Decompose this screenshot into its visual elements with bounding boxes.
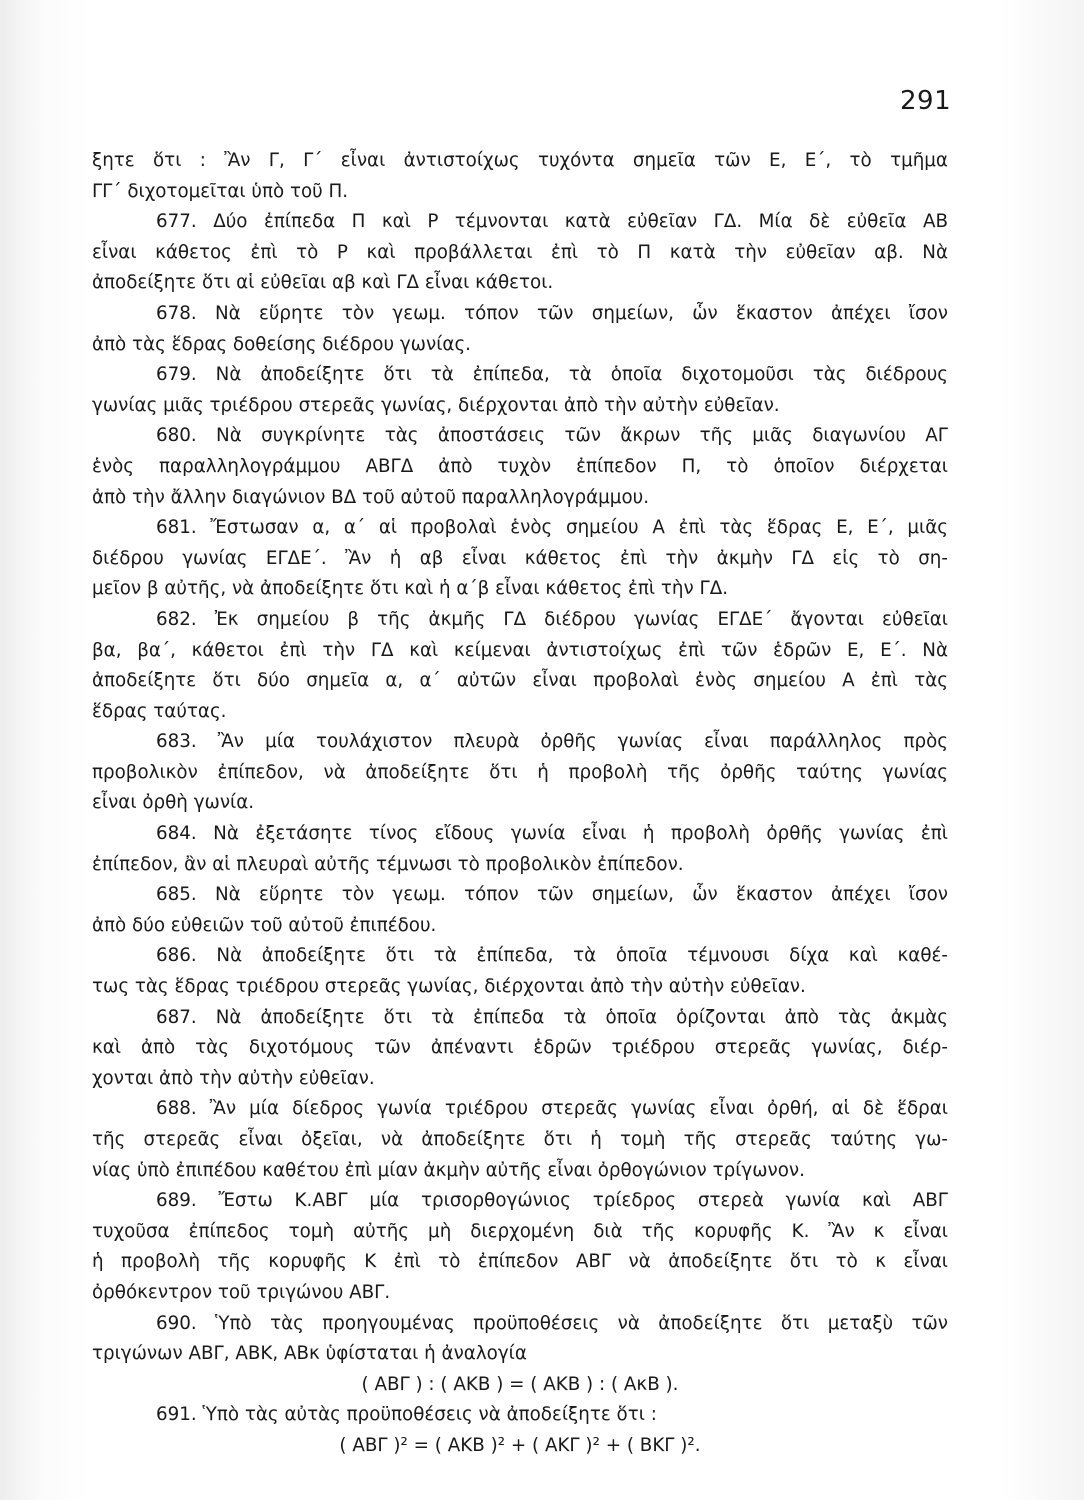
text-line: 681. Ἔστωσαν α, α΄ αἱ προβολαὶ ἑνὸς σημείου Α ἐπὶ τὰς ἕδρας Ε, Ε΄, μιᾶς <box>156 517 948 539</box>
text-line: 690. Ὑπὸ τὰς προηγουμένας προϋποθέσεις νὰ ἀποδείξητε ὅτι μεταξὺ τῶν <box>156 1312 948 1334</box>
text-line: ΓΓ΄ διχοτομεῖται ὑπὸ τοῦ Π. <box>92 180 349 202</box>
page-number: 291 <box>900 86 952 116</box>
text-line: 686. Νὰ ἀποδείξητε ὅτι τὰ ἐπίπεδα, τὰ ὁποῖα τέμνουσι δίχα καὶ καθέ- <box>156 945 948 967</box>
text-line: νίας ὑπὸ ἐπιπέδου καθέτου ἐπὶ μίαν ἀκμὴν αὐτῆς εἶναι ὀρθογώνιον τρίγωνον. <box>92 1159 805 1181</box>
text-line: ἐπίπεδον, ἂν αἱ πλευραὶ αὐτῆς τέμνωσι τὸ προβολικὸν ἐπίπεδον. <box>92 853 684 875</box>
text-line: ξητε ὅτι : Ἂν Γ, Γ΄ εἶναι ἀντιστοίχως τυχόντα σημεῖα τῶν Ε, Ε΄, τὸ τμῆμα <box>92 150 948 171</box>
text-line: ἀπὸ τὴν ἄλλην διαγώνιον ΒΔ τοῦ αὐτοῦ παραλληλογράμμου. <box>92 486 650 508</box>
text-line: τυχοῦσα ἐπίπεδος τομὴ αὐτῆς μὴ διερχομένη διὰ τῆς κορυφῆς Κ. Ἂν κ εἶναι <box>92 1220 948 1242</box>
text-line: 687. Νὰ ἀποδείξητε ὅτι τὰ ἐπίπεδα τὰ ὁποῖα ὁρίζονται ἀπὸ τὰς ἀκμὰς <box>156 1006 948 1028</box>
text-line: εἶναι κάθετος ἐπὶ τὸ Ρ καὶ προβάλλεται ἐπὶ τὸ Π κατὰ τὴν εὐθεῖαν αβ. Νὰ <box>92 241 948 263</box>
text-line: ἀποδείξητε ὅτι δύο σημεῖα α, α΄ αὐτῶν εἶναι προβολαὶ ἑνὸς σημείου Α ἐπὶ τὰς <box>92 670 948 692</box>
text-line: 685. Νὰ εὕρητε τὸν γεωμ. τόπον τῶν σημείων, ὧν ἕκαστον ἀπέχει ἴσον <box>156 884 948 906</box>
text-line: καὶ ἀπὸ τὰς διχοτόμους τῶν ἀπέναντι ἑδρῶν τριέδρου στερεᾶς γωνίας, διέρ- <box>92 1037 948 1059</box>
text-line: ἀπὸ τὰς ἕδρας δοθείσης διέδρου γωνίας. <box>92 333 471 355</box>
text-line: ὀρθόκεντρον τοῦ τριγώνου ΑΒΓ. <box>92 1281 391 1303</box>
text-line: 689. Ἔστω Κ.ΑΒΓ μία τρισορθογώνιος τρίεδρος στερεὰ γωνία καὶ ΑΒΓ <box>156 1190 948 1212</box>
text-line: 691. Ὑπὸ τὰς αὐτὰς προϋποθέσεις νὰ ἀποδείξητε ὅτι : <box>156 1404 657 1426</box>
text-line: 682. Ἐκ σημείου β τῆς ἀκμῆς ΓΔ διέδρου γωνίας ΕΓΔΕ΄ ἄγονται εὐθεῖαι <box>156 608 948 630</box>
text-line: 683. Ἂν μία τουλάχιστον πλευρὰ ὀρθῆς γωνίας εἶναι παράλληλος πρὸς <box>156 731 948 753</box>
text-line: εἶναι ὀρθὴ γωνία. <box>92 792 255 814</box>
text-line: προβολικὸν ἐπίπεδον, νὰ ἀποδείξητε ὅτι ἡ προβολὴ τῆς ὀρθῆς ταύτης γωνίας <box>92 761 948 783</box>
text-line: χονται ἀπὸ τὴν αὐτὴν εὐθεῖαν. <box>92 1067 375 1089</box>
text-line: ἕδρας ταύτας. <box>92 700 227 722</box>
text-line: ἑνὸς παραλληλογράμμου ΑΒΓΔ ἀπὸ τυχὸν ἐπίπεδον Π, τὸ ὁποῖον διέρχεται <box>92 455 948 477</box>
text-line: διέδρου γωνίας ΕΓΔΕ΄. Ἂν ἡ αβ εἶναι κάθετος ἐπὶ τὴν ἀκμὴν ΓΔ εἰς τὸ ση- <box>92 547 948 569</box>
text-line: ἀποδείξητε ὅτι αἱ εὐθεῖαι αβ καὶ ΓΔ εἶναι κάθετοι. <box>92 272 554 294</box>
text-line: ἀπὸ δύο εὐθειῶν τοῦ αὐτοῦ ἐπιπέδου. <box>92 914 437 936</box>
text-line: ( ΑΒΓ )² = ( ΑΚΒ )² + ( ΑΚΓ )² + ( ΒΚΓ )². <box>339 1434 701 1456</box>
exercise-text-block <box>92 146 948 1462</box>
text-line: 688. Ἂν μία δίεδρος γωνία τριέδρου στερεᾶς γωνίας εἶναι ὀρθή, αἱ δὲ ἕδραι <box>156 1098 948 1120</box>
text-line: βα, βα΄, κάθετοι ἐπὶ τὴν ΓΔ καὶ κείμεναι ἀντιστοίχως ἐπὶ τῶν ἑδρῶν Ε, Ε΄. Νὰ <box>92 639 948 661</box>
text-line: τριγώνων ΑΒΓ, ΑΒΚ, ΑΒκ ὑφίσταται ἡ ἀναλογία <box>92 1343 527 1365</box>
text-line: μεῖον β αὐτῆς, νὰ ἀποδείξητε ὅτι καὶ ἡ α΄β εἶναι κάθετος ἐπὶ τὴν ΓΔ. <box>92 578 729 600</box>
text-line: 678. Νὰ εὕρητε τὸν γεωμ. τόπον τῶν σημείων, ὧν ἕκαστον ἀπέχει ἴσον <box>156 302 948 324</box>
text-line: γωνίας μιᾶς τριέδρου στερεᾶς γωνίας, διέρχονται ἀπὸ τὴν αὐτὴν εὐθεῖαν. <box>92 394 780 416</box>
text-line: τως τὰς ἕδρας τριέδρου στερεᾶς γωνίας, διέρχονται ἀπὸ τὴν αὐτὴν εὐθεῖαν. <box>92 976 806 998</box>
text-line: τῆς στερεᾶς εἶναι ὀξεῖαι, νὰ ἀποδείξητε ὅτι ἡ τομὴ τῆς στερεᾶς ταύτης γω- <box>92 1129 948 1150</box>
text-line: 679. Νὰ ἀποδείξητε ὅτι τὰ ἐπίπεδα, τὰ ὁποῖα διχοτομοῦσι τὰς διέδρους <box>156 364 948 386</box>
text-line: 680. Νὰ συγκρίνητε τὰς ἀποστάσεις τῶν ἄκρων τῆς μιᾶς διαγωνίου ΑΓ <box>156 425 948 447</box>
text-line: ( ΑΒΓ ) : ( ΑΚΒ ) = ( ΑΚΒ ) : ( ΑκΒ ). <box>361 1373 679 1395</box>
text-line: ἡ προβολὴ τῆς κορυφῆς Κ ἐπὶ τὸ ἐπίπεδον ΑΒΓ νὰ ἀποδείξητε ὅτι τὸ κ εἶναι <box>92 1251 948 1273</box>
text-line: 677. Δύο ἐπίπεδα Π καὶ Ρ τέμνονται κατὰ εὐθεῖαν ΓΔ. Μία δὲ εὐθεῖα ΑΒ <box>156 211 948 233</box>
text-line: 684. Νὰ ἐξετάσητε τίνος εἴδους γωνία εἶναι ἡ προβολὴ ὀρθῆς γωνίας ἐπὶ <box>156 823 948 845</box>
